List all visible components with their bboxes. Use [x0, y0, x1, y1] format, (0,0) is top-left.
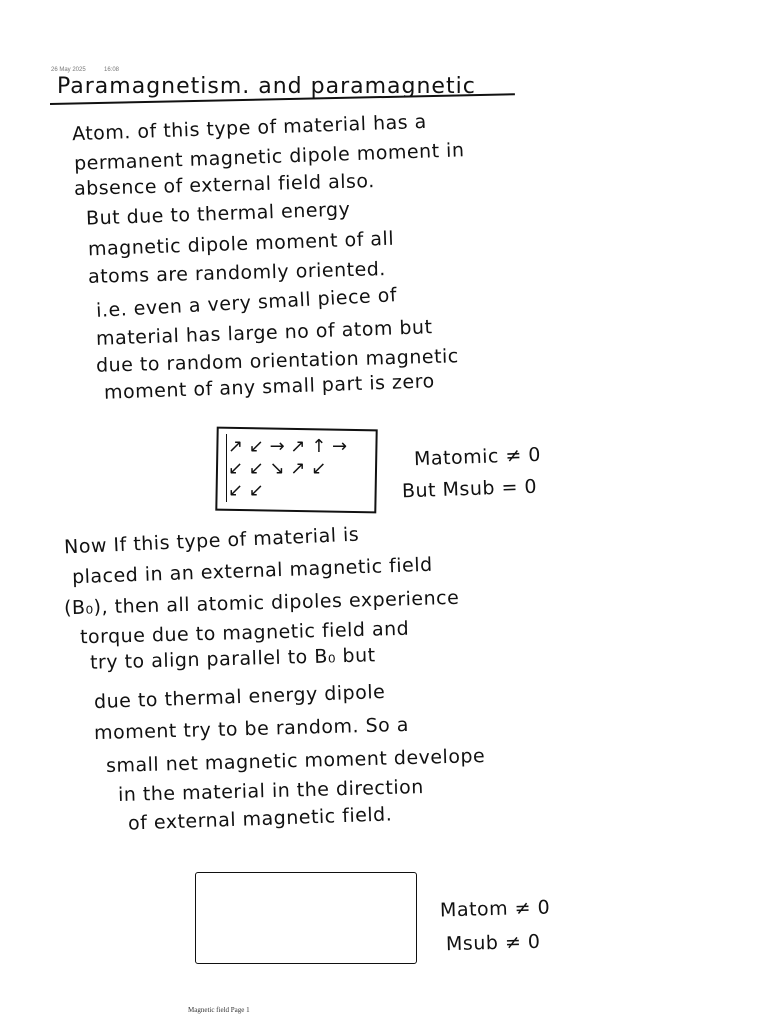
- paragraph1-line: absence of external field also.: [73, 170, 376, 200]
- note-time: 16:08: [104, 67, 120, 73]
- paragraph1-line: atoms are randomly oriented.: [87, 258, 387, 288]
- paragraph2-line: due to thermal energy dipole: [93, 680, 386, 714]
- paragraph1-line: moment of any small part is zero: [103, 370, 436, 404]
- arrow-row: ↙ ↙: [228, 480, 264, 501]
- paragraph2-line: Now If this type of material is: [63, 523, 360, 559]
- atom-moment-equation: Matom ≠ 0: [439, 896, 551, 922]
- page-footer: Magnetic field Page 1: [188, 1006, 250, 1014]
- paragraph1-line: material has large no of atom but: [95, 316, 433, 350]
- arrow-row: ↗ ↙ → ↗ ↑ →: [228, 436, 348, 457]
- paragraph2-line: torque due to magnetic field and: [79, 617, 410, 649]
- paragraph1-line: Atom. of this type of material has a: [71, 110, 428, 146]
- paragraph2-line: placed in an external magnetic field: [71, 553, 433, 589]
- paragraph2-line: try to align parallel to B₀ but: [89, 644, 376, 674]
- paragraph1-line: permanent magnetic dipole moment in: [73, 139, 465, 175]
- substance-moment-equation: Msub ≠ 0: [445, 930, 541, 956]
- paragraph1-line: i.e. even a very small piece of: [95, 284, 398, 322]
- paragraph2-line: in the material in the direction: [117, 776, 425, 806]
- note-date: 26 May 2025: [51, 67, 86, 73]
- paragraph1-line: magnetic dipole moment of all: [87, 227, 395, 261]
- paragraph2-line: (B₀), then all atomic dipoles experience: [63, 586, 460, 620]
- paragraph1-line: due to random orientation magnetic: [95, 345, 460, 377]
- substance-moment-equation: But Msub = 0: [401, 475, 538, 503]
- paragraph2-line: moment try to be random. So a: [93, 713, 410, 745]
- atomic-moment-equation: Matomic ≠ 0: [413, 443, 542, 471]
- paragraph2-line: of external magnetic field.: [127, 803, 393, 835]
- paragraph1-line: But due to thermal energy: [85, 198, 351, 230]
- arrow-row: ↙ ↙ ↘ ↗ ↙: [228, 458, 327, 479]
- random-dipole-arrows: [228, 436, 347, 502]
- aligned-dipoles-box: [195, 872, 417, 964]
- page-title: Paramagnetism. and paramagnetic: [57, 74, 476, 99]
- paragraph2-line: small net magnetic moment develope: [105, 745, 486, 777]
